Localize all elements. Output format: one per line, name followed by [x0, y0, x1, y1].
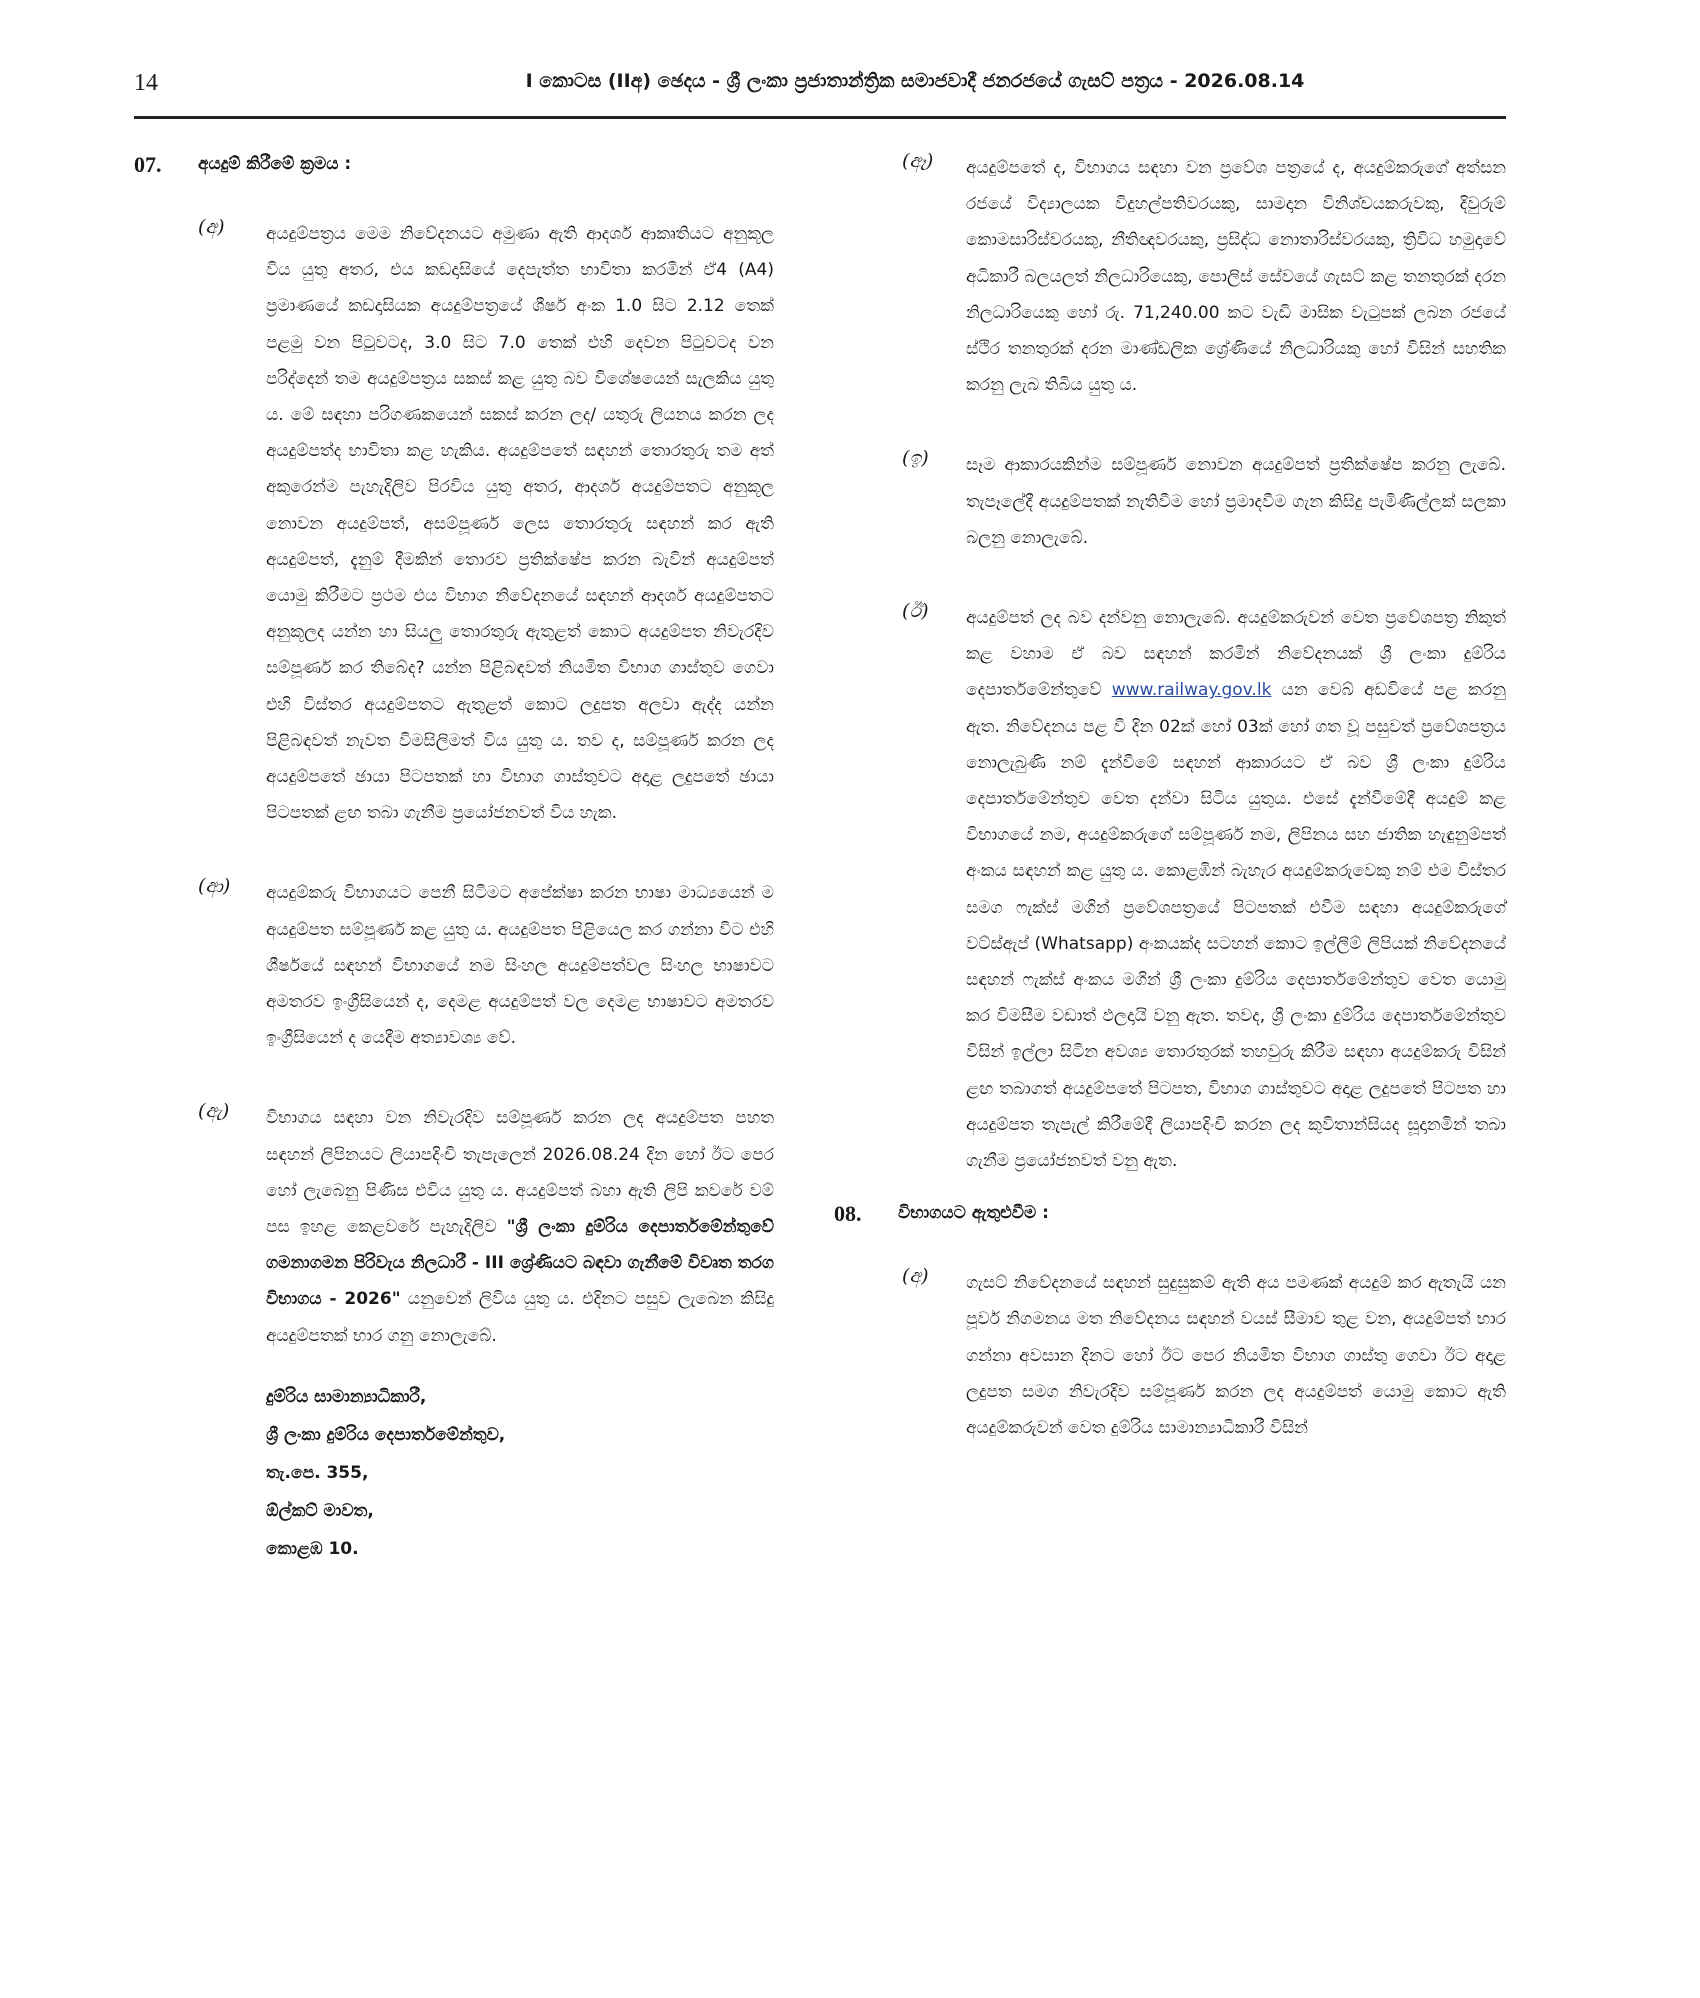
address-line: ශ්‍රී ලංකා දුම්රිය දෙපාර්තමේන්තුව,	[266, 1424, 506, 1445]
left-column	[134, 150, 774, 1568]
paragraph-ae	[134, 1100, 774, 1353]
postal-address	[266, 1378, 774, 1568]
railway-website-link[interactable]: www.railway.gov.lk	[1111, 680, 1272, 701]
paragraph-text-part: විභාගය සඳහා වන නිවැරදිව සම්පූර්ණ කරන ලද අයදුම්පත පහත සඳහන් ලිපිනයට ලියාපදිංචි තැපැලෙන් 2026.08.24 දින හෝ ඊට පෙර හෝ ලැබෙනු පිණිස එවිය යුතු ය. අයදුම්පත් බහා ඇති ලිපි කවරේ වම් පස ඉහළ කෙළවරේ පැහැදිලිව	[266, 1108, 774, 1238]
address-line: දුම්රිය සාමාන්‍යාධිකාරී,	[266, 1386, 427, 1407]
right-column	[834, 150, 1506, 1490]
section-title: අයදුම් කිරීමේ ක්‍රමය :	[198, 154, 352, 174]
paragraph-text: සෑම ආකාරයකින්ම සම්පූර්ණ නොවන අයදුම්පත් ප්‍රතික්ෂේප කරනු ලැබේ. තැපෑලේදී අයදුම්පතක් නැතිවීම හෝ ප්‍රමාදවීම ගැන කිසිදු පැමිණිල්ලක් සලකා බලනු නොලැබේ.	[966, 455, 1506, 548]
paragraph-text-part: අයදුම්පත් ලද බව දන්වනු නොලැබේ. අයදුම්කරුවන් වෙත ප්‍රවේශපත්‍ර නිකුත් කළ වහාම ඒ බව සඳහන් කරමින් නිවේදනයක් ශ්‍රී ලංකා දුම්රිය දෙපාර්තමේන්තුවේ	[966, 608, 1506, 701]
address-line: ඕල්කට් මාවත,	[266, 1500, 374, 1521]
paragraph-label: (ආ)	[198, 875, 231, 898]
address-line: තැ.පෙ. 355,	[266, 1462, 369, 1483]
paragraph-text: අයදුම්පතේ ද, විභාගය සඳහා වන ප්‍රවේශ පත්‍රයේ ද, අයදුම්කරුගේ අත්සන රජයේ විද්‍යාලයක විදුහල්පතිවරයකු, සාමදාන විනිශ්චයකරුවකු, දිවුරුම් කොමසාරිස්වරයකු, නීතිඥවරයකු, ප්‍රසිද්ධ නොතාරිස්වරයකු, ත්‍රිවිධ හමුදාවේ අධිකාරී බලයලත් නිලධාරියෙකු, පොලිස් සේවයේ ගැසට් කළ තනතුරක් දරන නිලධාරියෙකු හෝ රු. 71,240.00 කට වැඩි මාසික වැටුපක් ලබන රජයේ ස්ථිර තනතුරක් දරන මාණ්ඩලික ශ්‍රේණියේ නිලධාරියකු හෝ විසින් සහතික කරනු ලැබ තිබිය යුතු ය.	[966, 158, 1506, 396]
paragraph-label: (අ)	[198, 216, 225, 238]
section-number: 08.	[834, 1201, 862, 1227]
paragraph-label: (ඈ)	[902, 150, 934, 172]
paragraph-text-part: යන වෙබ් අඩවියේ පළ කරනු ඇත. නිවේදනය පළ වී දින 02ක් හෝ 03ක් හෝ ගත වූ පසුවත් ප්‍රවේශපත්‍රය නොලැබුණි නම් දැන්වීමේ සඳහන් ආකාරයට ඒ බව ශ්‍රී ලංකා දුම්රිය දෙපාර්තමේන්තුව වෙත දන්වා සිටිය යුතුය. එසේ දැන්වීමේදී අයදුම් කළ විභාගයේ නම, අයදුම්කරුගේ සම්පූර්ණ නම, ලිපිනය සහ ජාතික හැඳුනුම්පත් අංකය සඳහන් කළ යුතු ය. කොළඹින් බැහැර අයදුම්කරුවෙකු නම් එම විස්තර සමග ෆැක්ස් මගින් ප්‍රවේශපත්‍රයේ පිටපතක් එවීම සඳහා අයදුම්කරුගේ වට්ස්ඇප් (Whatsapp) අංකයක්ද සටහන් කොට ඉල්ලීම් ලිපියක් නිවේදනයේ සඳහන් ෆැක්ස් අංකය මගින් ශ්‍රී ලංකා දුම්රිය දෙපාර්තමේන්තුව වෙත යොමු කර විමසීම වඩාත් ඵලදායි වනු ඇත. තවද, ශ්‍රී ලංකා දුම්රිය දෙපාර්තමේන්තුව විසින් ඉල්ලා සිටින අවශ්‍ය තොරතුරක් තහවුරු කිරීම සඳහා අයදුම්කරු විසින් ළඟ තබාගත් අයදුම්පතේ පිටපත, විභාග ගාස්තුවට අදාළ ලදුපතේ පිටපත හා අයදුම්පත තැපැල් කිරීමේදී ලියාපදිංචි කරන ලද කුවිතාන්සියද සූදානමින් තබා ගැනීම ප්‍රයෝජනවත් වනු ඇත.	[966, 680, 1506, 1172]
paragraph-a	[134, 216, 774, 831]
paragraph-label: (ඊ)	[902, 600, 929, 623]
exam-title-bold: "ශ්‍රී ලංකා දුම්රිය දෙපාර්තමේන්තුවේ ගමනාගමන පිරිවැය නිලධාරී - III ශ්‍රේණියට බඳවා ගැනීමේ විවෘත තරග විභාගය - 2026"	[266, 1217, 774, 1310]
section-08-heading	[834, 1199, 1506, 1239]
paragraph-ii	[866, 600, 1506, 1179]
paragraph-text	[266, 1100, 774, 1353]
paragraph-label: (ඉ)	[902, 447, 929, 470]
address-line: කොළඹ 10.	[266, 1538, 359, 1559]
paragraph-aa	[134, 875, 774, 1056]
header-title: I කොටස (IIඅ) ඡෙදය - ශ්‍රී ලංකා ප්‍රජාතාන්ත්‍රික සමාජවාදී ජනරජයේ ගැසට් පත්‍රය - 2026.08.14	[525, 70, 1305, 92]
paragraph-8a	[866, 1265, 1506, 1446]
paragraph-ae-long	[866, 150, 1506, 403]
page-number: 14	[134, 70, 158, 96]
paragraph-i	[866, 447, 1506, 556]
paragraph-label: (අ)	[902, 1265, 929, 1288]
section-title: විභාගයට ඇතුළුවීම :	[898, 1203, 1049, 1224]
section-07-heading	[134, 150, 774, 190]
paragraph-text: ගැසට් නිවේදනයේ සඳහන් සුදුසුකම් ඇති අය පමණක් අයදුම් කර ඇතැයි යන පූර්ව නිගමනය මත නිවේදනය සඳහන් වයස් සීමාව තුළ වන, අයදුම්පත් භාර ගන්නා අවසාන දිනට හෝ ඊට පෙර නියමිත විභාග ගාස්තු ගෙවා ඊට අදාළ ලදුපත සමග නිවැරදිව සම්පූර්ණ කරන ලද අයදුම්පත් යොමු කොට ඇති අයදුම්කරුවන් වෙත දුම්රිය සාමාන්‍යාධිකාරී විසින්	[966, 1273, 1506, 1439]
paragraph-text	[966, 600, 1506, 1179]
section-number: 07.	[134, 152, 162, 177]
paragraph-text: අයදුම්කරු විභාගයට පෙනී සිටීමට අපේක්ෂා කරන භාෂා මාධ්‍යයෙන් ම අයදුම්පත සම්පූර්ණ කළ යුතු ය. අයදුම්පත පිළියෙල කර ගන්නා විට එහි ශීර්ෂයේ සඳහන් විභාගයේ නම සිංහල අයදුම්පත්වල සිංහල භාෂාවට අමතරව ඉංග්‍රීසියෙන් ද, දෙමළ අයදුම්පත් වල දෙමළ භාෂාවට අමතරව ඉංග්‍රීසියෙන් ද යෙදීම අත්‍යාවශ්‍ය වේ.	[266, 883, 774, 1049]
page-header	[134, 70, 1506, 119]
paragraph-label: (ඇ)	[198, 1100, 230, 1123]
paragraph-text-part: යනුවෙන් ලිවිය යුතු ය. එදිනට පසුව ලැබෙන කිසිදු අයදුම්පතක් භාර ගනු නොලැබේ.	[266, 1289, 775, 1346]
paragraph-text: අයදුම්පත්‍රය මෙම නිවේදනයට අමුණා ඇති ආදර්ශ ආකෘතියට අනුකූල විය යුතු අතර, එය කඩදාසියේ දෙපැත්ත භාවිතා කරමින් ඒ4 (A4) ප්‍රමාණයේ කඩදාසියක අයදුම්පත්‍රයේ ශීර්ෂ අංක 1.0 සිට 2.12 තෙක් පළමු වන පිටුවටද, 3.0 සිට 7.0 තෙක් එහි දෙවන පිටුවටද වන පරිද්දෙන් තම අයදුම්පත්‍රය සකස් කළ යුතු බව විශේෂයෙන් සැලකිය යුතු ය. මේ සඳහා පරිගණකයෙන් සකස් කරන ලද/ යතුරු ලියනය කරන ලද අයදුම්පත්ද භාවිතා කළ හැකිය. අයදුම්පතේ සඳහන් තොරතුරු තම අත් අකුරෙන්ම පැහැදිලිව පිරවිය යුතු අතර, ආදර්ශ අයදුම්පතට අනුකූල නොවන අයදුම්පත්, අසම්පූර්ණ ලෙස තොරතුරු සඳහන් කර ඇති අයදුම්පත්, දැනුම් දීමකින් තොරව ප්‍රතික්ෂේප කරන බැවින් අයදුම්පත් යොමු කිරීමට ප්‍රථම එය විභාග නිවේදනයේ සඳහන් ආදර්ශ අයදුම්පතට අනුකූලද යන්න හා සියලු තොරතුරු ඇතුළත් කොට අයදුම්පත නිවැරදිව සම්පූර්ණ කර තිබේද? යන්න පිළිබඳවත් නියමිත විභාග ගාස්තුව ගෙවා එහි විස්තර අයදුම්පතට ඇතුළත් කොට ලදුපත අලවා ඇද්ද යන්න පිළිබඳවත් නැවත විමසිලිමත් විය යුතු ය. තව ද, සම්පූර්ණ කරන ලද අයදුම්පතේ ඡායා පිටපතක් හා විභාග ගාස්තුවට අදාළ ලදුපතේ ඡායා පිටපතක් ළඟ තබා ගැනීම ප්‍රයෝජනවත් විය හැක.	[266, 224, 774, 824]
